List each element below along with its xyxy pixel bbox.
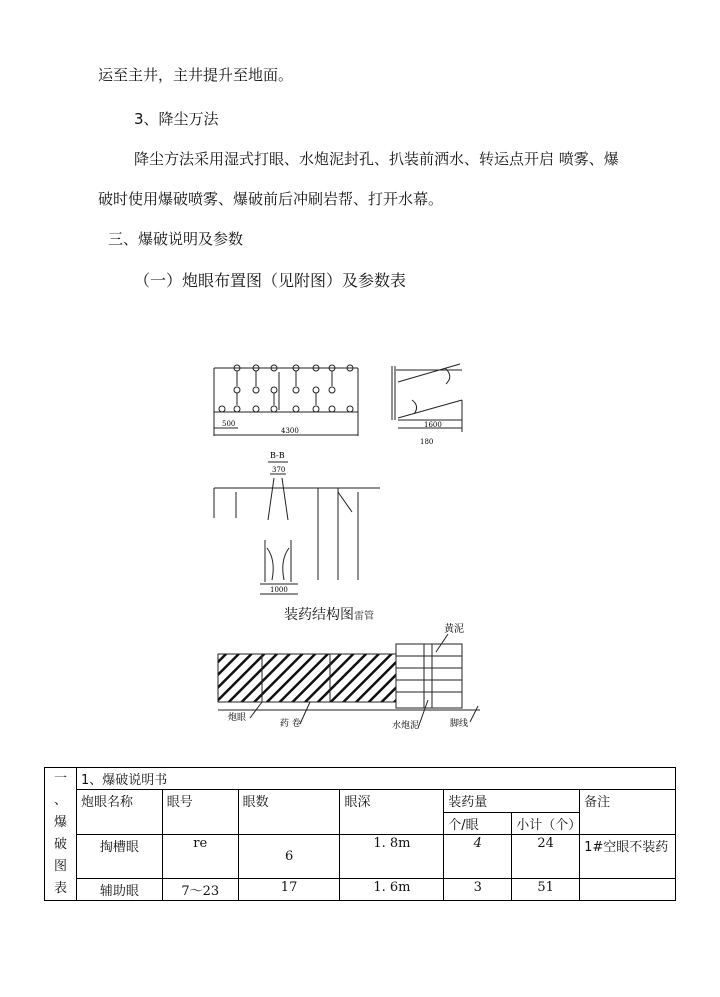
cell-subtotal: 24 [512,835,580,879]
header-per-hole: 个/眼 [444,813,512,835]
dim-1600: 1600 [424,421,442,429]
dust-text-line-1: 降尘方法采用湿式打眼、水炮泥封孔、扒装前洒水、转运点开启 喷雾、爆 [134,150,619,168]
cell-per-hole: 4 [444,835,512,879]
charge-structure-diagram [218,634,480,728]
header-subtotal: 小计（个） [512,813,580,835]
section-three-heading: 三、爆破说明及参数 [108,230,244,248]
label-yaojuan: 药 卷 [280,719,301,729]
table-row [45,879,676,901]
header-charge: 装药量 [444,790,580,813]
dust-text-line-2: 破时使用爆破喷雾、爆破前后冲刷岩帮、打开水幕。 [98,190,444,208]
side-char: 、 [53,793,67,808]
side-char: 表 [53,881,67,896]
dim-1000: 1000 [270,586,288,594]
dim-370: 370 [272,466,286,474]
label-shuipaoni: 水炮泥 [392,721,420,731]
table-side-title [45,768,77,901]
dim-180: 180 [420,438,434,446]
cell-depth: 1. 8m [340,835,444,879]
cell-subtotal: 51 [512,879,580,901]
header-count: 眼数 [238,790,340,835]
header-number: 眼号 [162,790,238,835]
side-char: 爆 [53,815,67,830]
hole-layout-front-view [214,365,358,436]
label-bb: B-B [270,451,285,460]
label-huangni: 黄泥 [444,624,464,635]
cell-count: 17 [238,879,340,901]
header-depth: 眼深 [340,790,444,835]
header-remark: 备注 [580,790,676,835]
cell-number: re [162,835,238,879]
dim-4300: 4300 [281,427,299,435]
cell-count: 6 [238,835,340,879]
caption-main: 装药结构图 [284,607,354,623]
caption-small: 雷管 [354,611,374,622]
side-char: 破 [53,837,67,852]
header-name: 炮眼名称 [76,790,162,835]
label-paoyan: 炮眼 [228,713,247,723]
cell-remark: 1#空眼不装药 [580,835,676,879]
table-section-title: 1、爆破说明书 [76,768,675,790]
cell-number: 7～23 [162,879,238,901]
cell-name: 掏槽眼 [76,835,162,879]
cell-remark [580,879,676,901]
charge-structure-caption [284,604,374,624]
side-char: 一 [53,771,67,786]
blasting-parameter-table [44,767,676,901]
side-char: 图 [53,859,67,874]
cell-depth: 1. 6m [340,879,444,901]
dim-500: 500 [222,420,236,428]
heading-dust-method: 3、降尘万法 [134,110,219,128]
hole-row-middle [234,387,335,393]
cell-per-hole: 3 [444,879,512,901]
table-row [45,835,676,879]
label-jiaoxian: 脚线 [450,719,469,729]
subsection-one-heading: （一）炮眼布置图（见附图）及参数表 [134,271,407,290]
line-transport: 运至主井，主井提升至地面。 [98,66,294,84]
hole-row-bottom [219,406,353,412]
section-bb [214,462,380,594]
cell-name: 辅助眼 [76,879,162,901]
